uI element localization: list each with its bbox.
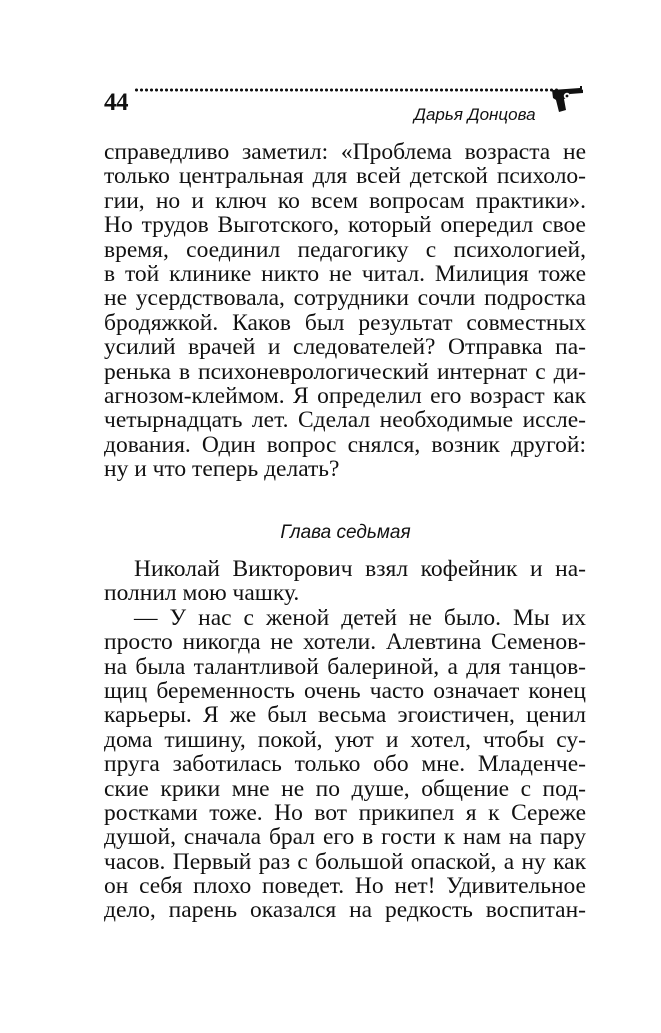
text-line: дования. Один вопрос снялся, возник другой: [104,431,586,458]
text-line: справедливо заметил: «Проблема возраста не [104,139,586,165]
text-line: он себя плохо поведет. Но нет! Удивительное [104,873,586,900]
text-line: ренька в психоневрологический интернат с ди- [104,358,586,385]
paragraph-2-3 [104,557,586,923]
text-line: только центральная для всей детской психоло- [104,163,586,190]
text-line: дело, парень оказался на редкость воспитан- [104,897,586,924]
text-line: четырнадцать лет. Сделал необходимые иссле- [104,407,586,434]
dotted-leader [134,87,560,93]
text-line: часов. Первый раз с большой опаской, а ну как [104,848,586,875]
text-line: ростками тоже. Но вот прикипел я к Сереже [104,799,586,826]
text-line: ские крики мне не по душе, общение с под- [104,775,586,802]
text-line: просто никогда не хотели. Алевтина Семенов- [104,629,586,656]
text-line: в той клинике никто не читал. Милиция тоже [104,260,586,287]
text-line: агнозом-клеймом. Я определил его возраст как [104,382,586,409]
text-line: на была талантливой балериной, а для танцов- [104,653,586,680]
text-line: время, соединил педагогику с психологией, [104,236,586,263]
text-line: — У нас с женой детей не было. Мы их [134,604,586,631]
text-line: душой, сначала брал его в гости к нам на пару [104,824,586,851]
text-line: пруга заботилась только обо мне. Младенче- [104,751,586,778]
text-line: карьеры. Я же был весьма эгоистичен, ценил [104,702,586,729]
text-line: гии, но и ключ ко всем вопросам практики». [104,187,586,214]
revolver-icon [550,84,586,114]
running-head-author: Дарья Донцова [414,105,536,124]
text-line: щиц беременность очень часто означает конец [104,677,586,704]
text-line: Но трудов Выготского, который опередил свое [104,212,586,239]
text-line: дома тишину, покой, уют и хотел, чтобы су- [104,726,586,753]
page-number: 44 [104,89,128,116]
paragraph-1 [104,140,586,481]
text-line: бродяжкой. Каков был результат совместных [104,309,586,336]
chapter-title: Глава седьмая [280,522,411,543]
text-line: усилий врачей и следователей? Отправка па- [104,334,586,361]
text-line: не усердствовала, сотрудники сочли подростка [104,285,586,312]
text-line: Николай Викторович взял кофейник и на- [134,556,586,582]
text-line: полнил мою чашку. [104,580,300,607]
text-line: ну и что теперь делать? [104,456,340,483]
